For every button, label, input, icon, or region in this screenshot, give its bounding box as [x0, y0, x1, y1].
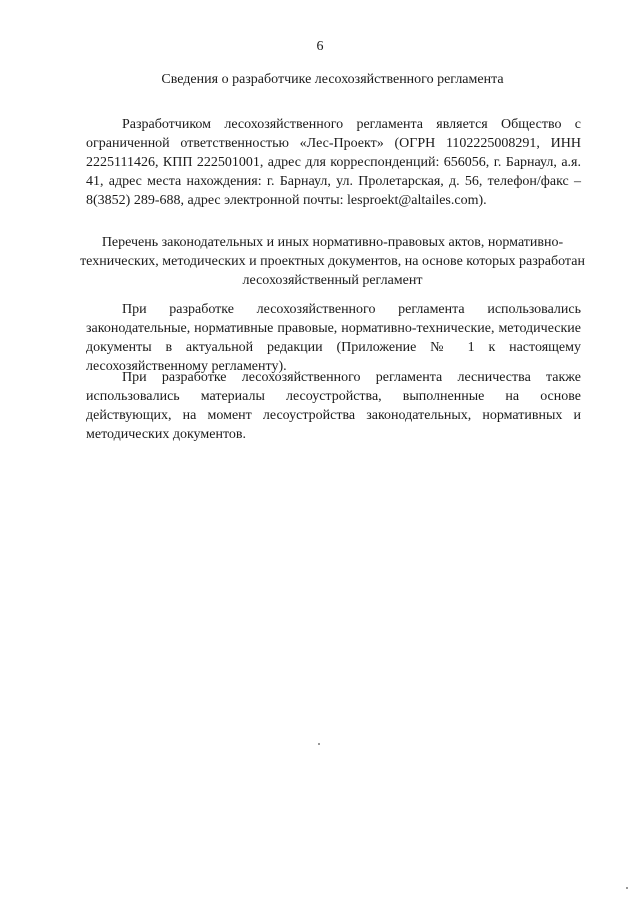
regulatory-documents-paragraph-2: При разработке лесохозяйственного регламента лесничества также использовались материалы лесоустройства, выполненные на основе действующих, на момент лесоустройства законодательных, нормативных и методических документов. — [86, 370, 581, 442]
regulatory-documents-paragraph-1: При разработке лесохозяйственного регламента использовались законодательные, нормативные правовые, нормативно-технические, методические документы в актуальной редакции (Приложение № 1 к настоящему лесохозяйственному регламенту). — [86, 302, 581, 374]
scan-speck — [318, 743, 320, 745]
scan-speck — [626, 887, 628, 889]
regulatory-documents-heading: Перечень законодательных и иных нормативно-правовых актов, нормативно-технических, методических и проектных документов, на основе которых разработан лесохозяйственный регламент — [80, 235, 585, 288]
developer-info-paragraph: Разработчиком лесохозяйственного регламента является Общество с ограниченной ответственностью «Лес-Проект» (ОГРН 1102225008291, ИНН 2225111426, КПП 222501001, адрес для корреспонденций: 656056, г. Барнаул, а.я. 41, адрес места нахождения: г. Барнаул, ул. Пролетарская, д. 56, телефон/факс – 8(3852) 289-688, адрес электронной почты: lesproekt@altailes.com). — [86, 117, 581, 208]
page-number: 6 — [316, 39, 324, 54]
developer-info-heading: Сведения о разработчике лесохозяйственного регламента — [161, 72, 504, 87]
